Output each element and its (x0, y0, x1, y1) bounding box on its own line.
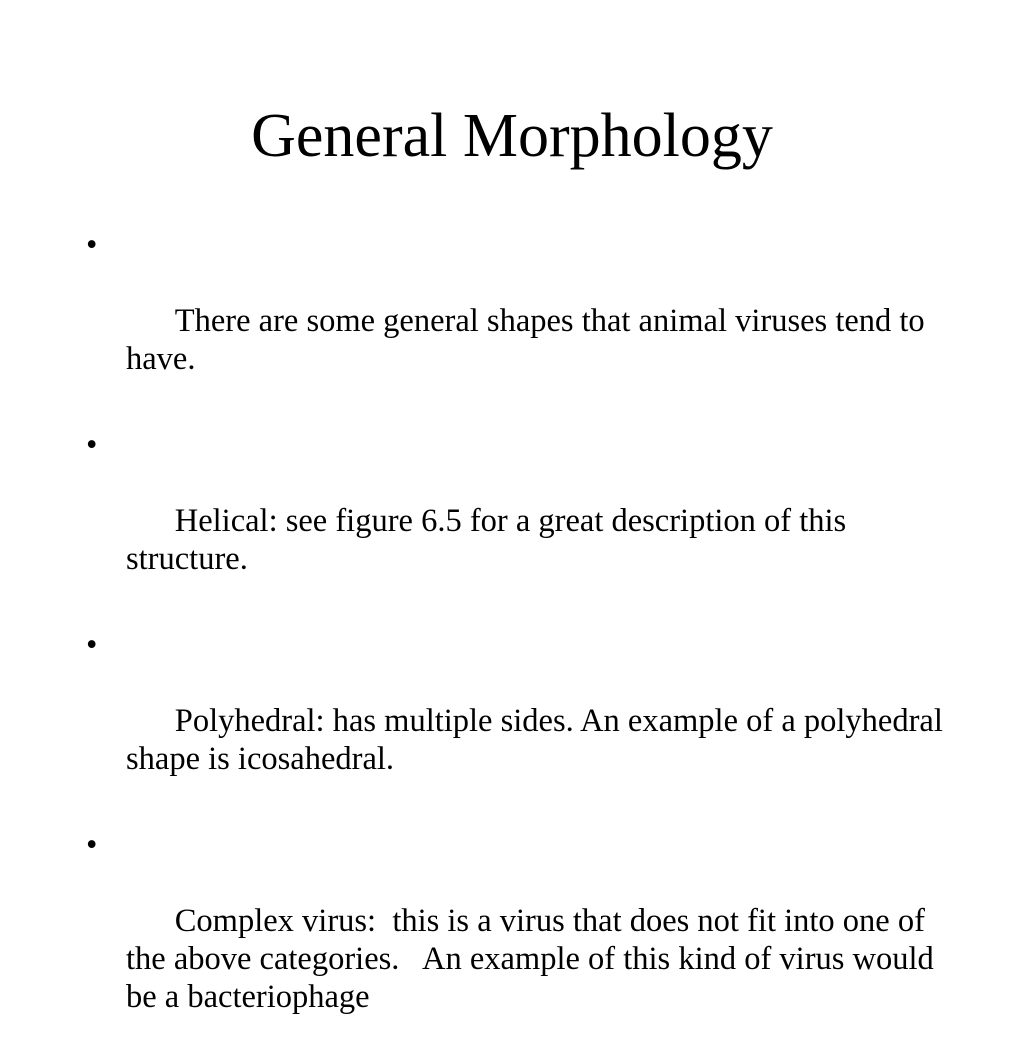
bullet-text: Helical: see figure 6.5 for a great description of this structure. (126, 503, 855, 577)
bullet-item-2 (86, 426, 946, 616)
bullet-text: Complex virus: this is a virus that does not fit into one of the above categories. An example of this kind of virus would be a bacteriophage (126, 903, 942, 1015)
bullet-item-3 (86, 626, 951, 816)
bullet-item-4 (86, 826, 946, 1054)
bullet-item-1 (86, 226, 946, 416)
bullet-icon: • (86, 227, 98, 263)
bullet-text: There are some general shapes that animal viruses tend to have. (126, 303, 933, 377)
bullet-text: Polyhedral: has multiple sides. An example of a polyhedral shape is icosahedral. (126, 703, 951, 777)
slide-title: General Morphology (251, 102, 773, 170)
bullet-list (86, 226, 951, 1064)
bullet-icon: • (86, 827, 98, 863)
bullet-icon: • (86, 427, 98, 463)
bullet-icon: • (86, 627, 98, 663)
